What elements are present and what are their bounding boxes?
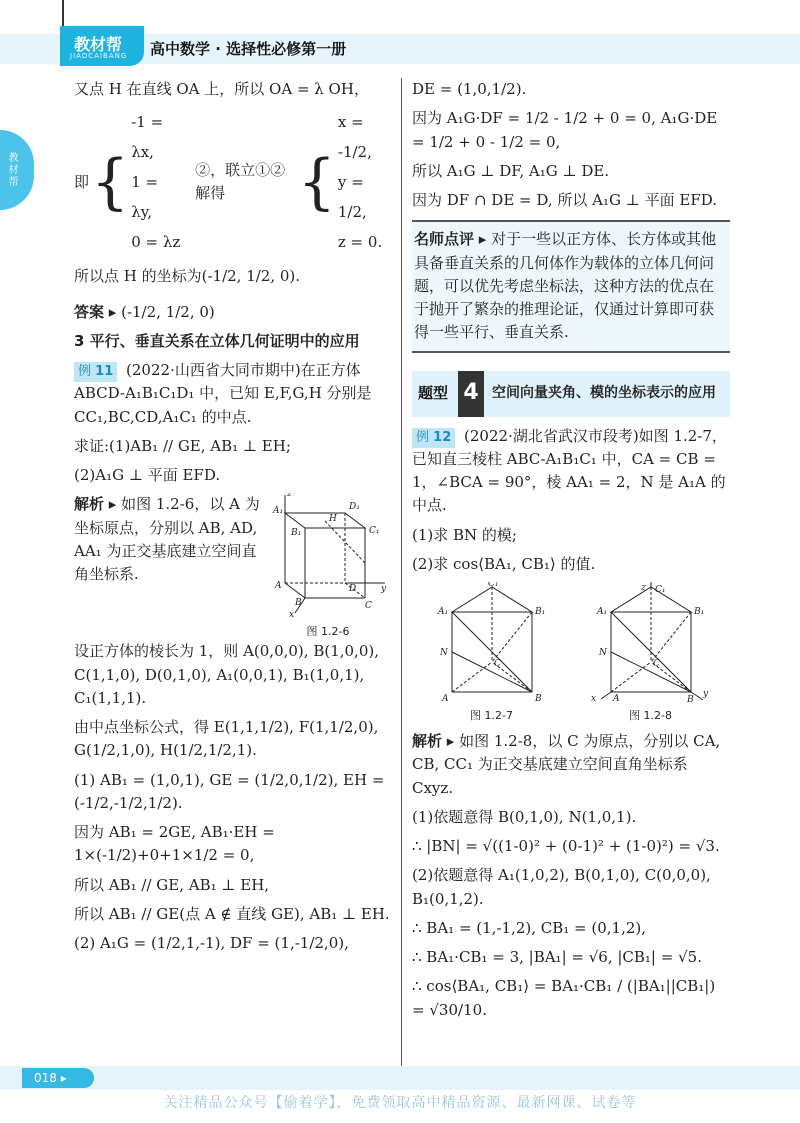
comment-label: 名师点评: [414, 230, 475, 249]
svg-text:z: z: [640, 583, 646, 593]
page-number-text: 018: [34, 1071, 57, 1085]
book-title: 高中数学 · 选择性必修第一册: [150, 40, 347, 58]
prism-axes-diagram: [591, 582, 711, 702]
mid-text: ②，联立①②解得: [195, 161, 286, 203]
example-tag-label: 例: [78, 364, 92, 379]
solution-text: 设正方体的棱长为 1，则 A(0,0,0), B(1,0,0), C(1,1,0), D(0,1,0), A₁(0,0,1), B₁(1,0,1), C₁(1,1,1).: [74, 642, 379, 707]
svg-text:C₁: C₁: [487, 582, 498, 589]
svg-text:x: x: [590, 694, 596, 702]
svg-text:z: z: [287, 493, 292, 500]
example-tag: [74, 362, 117, 382]
prove-2: (2)A₁G ⊥ 平面 EFD.: [74, 466, 221, 484]
solution-text: 由中点坐标公式，得 E(1,1,1/2), F(1,1/2,0), G(1/2,1,0), H(1/2,1/2,1).: [74, 718, 379, 760]
side-tab-label: 教材帮: [6, 152, 17, 188]
brace: {: [297, 147, 336, 218]
topic-title: 空间向量夹角、模的坐标表示的应用: [492, 385, 717, 402]
svg-text:B: B: [295, 598, 302, 609]
logo-subtext: JIAOCAIBANG: [70, 52, 128, 60]
figure-1-2-8: [591, 582, 711, 724]
sol-z: z = 0.: [337, 233, 383, 252]
eq3: 0 = λz: [131, 233, 181, 252]
svg-text:x: x: [289, 610, 295, 619]
solution-text: 因为 DF ∩ DE = D, 所以 A₁G ⊥ 平面 EFD.: [412, 191, 718, 209]
solution-text: (2) A₁G = (1/2,1,-1), DF = (1,-1/2,0),: [74, 934, 349, 953]
system-lines: [131, 107, 181, 257]
example-number: 12: [433, 429, 452, 445]
logo-text: 教材帮: [74, 35, 123, 54]
sol-x: x = -1/2,: [337, 113, 372, 162]
svg-text:A₁: A₁: [437, 607, 448, 617]
svg-text:A₁: A₁: [273, 506, 284, 517]
solution-text: 如图 1.2-6，以 A 为坐标原点，分别以 AB, AD, AA₁ 为正交基底建立空间直角坐标系.: [74, 495, 260, 583]
figure-caption: 图 1.2-8: [629, 709, 672, 723]
svg-text:C: C: [652, 659, 660, 669]
brand-logo: [60, 26, 144, 66]
example-12: [412, 425, 730, 518]
section-title: 3 平行、垂直关系在立体几何证明中的应用: [74, 331, 360, 350]
solution-with-figure: [74, 493, 392, 640]
example-11: [74, 359, 392, 429]
solution-text: 所以 A₁G ⊥ DF, A₁G ⊥ DE.: [412, 161, 610, 180]
solution-text: (2)依题意得 A₁(1,0,2), B(0,1,0), C(0,0,0), B₁(0,1,2).: [412, 866, 711, 908]
svg-text:B₁: B₁: [534, 607, 545, 617]
svg-text:B: B: [686, 695, 694, 702]
column-divider: [401, 78, 402, 1068]
page-number: 018 ▸: [22, 1068, 94, 1088]
solution-intro: 解析 ▸ 如图 1.2-6，以 A 为坐标原点，分别以 AB, AD, AA₁ 为正交基底建立空间直角坐标系.: [74, 495, 260, 583]
eq1: -1 = λx,: [131, 113, 164, 162]
side-tab: [0, 130, 34, 210]
svg-text:D: D: [349, 584, 357, 595]
solution-text: (1) AB₁ = (1,0,1), GE = (1/2,0,1/2), EH = (-1/2,-1/2,1/2).: [74, 770, 385, 812]
svg-text:N: N: [439, 648, 448, 658]
left-column: [74, 78, 392, 961]
comment-text: 对于一些以正方体、长方体或其他具备垂直关系的几何体作为载体的立体几何问题，可以优先考虑坐标法，这种方法的优点在于抛开了繁杂的推理论证，仅通过计算即可获得一些平行、垂直关系.: [414, 230, 717, 342]
answer-label: 答案: [74, 302, 105, 321]
answer-line: 答案 ▸ (-1/2, 1/2, 0): [74, 302, 215, 321]
prove-1: 求证:(1)AB₁ // GE, AB₁ ⊥ EH;: [74, 436, 291, 455]
svg-text:A: A: [612, 694, 619, 702]
svg-text:B: B: [534, 694, 542, 702]
example-tag: [412, 428, 455, 448]
svg-text:C₁: C₁: [369, 526, 380, 537]
svg-text:C₁: C₁: [654, 585, 665, 595]
solution-label: 解析: [74, 495, 105, 514]
example-text: (2022·山西省大同市期中)在正方体 ABCD-A₁B₁C₁D₁ 中，已知 E,F,G,H 分别是 CC₁,BC,CD,A₁C₁ 的中点.: [74, 361, 372, 426]
svg-text:y: y: [381, 584, 387, 595]
svg-text:B₁: B₁: [291, 528, 302, 539]
solution-text: DE = (1,0,1/2).: [412, 80, 527, 98]
solution-text: 因为 A₁G·DF = 1/2 - 1/2 + 0 = 0, A₁G·DE = 1/2 + 0 - 1/2 = 0,: [412, 109, 718, 151]
example-number: 11: [95, 364, 114, 379]
solution-text: 如图 1.2-8，以 C 为原点，分别以 CA, CB, CC₁ 为正交基底建立空间直角坐标系 Cxyz.: [412, 732, 721, 797]
solution-text: 所以 AB₁ // GE(点 A ∉ 直线 GE), AB₁ ⊥ EH.: [74, 904, 390, 923]
question-2: (2)求 cos⟨BA₁, CB₁⟩ 的值.: [412, 554, 596, 573]
right-column: [412, 78, 730, 1028]
svg-text:y: y: [702, 689, 708, 699]
sol-y: y = 1/2,: [337, 173, 367, 222]
example-tag-label: 例: [416, 429, 430, 445]
solution-text: 因为 AB₁ = 2GE, AB₁·EH = 1×(-1/2)+0+1×1/2 = 0,: [74, 823, 275, 865]
prism-diagram: [432, 582, 552, 702]
svg-text:H: H: [329, 514, 337, 525]
svg-text:C: C: [493, 659, 501, 669]
solution-text: ∴ |BN| = √((1-0)² + (0-1)² + (1-0)²) = √3.: [412, 837, 720, 856]
svg-text:N: N: [598, 648, 607, 658]
eq2: 1 = λy,: [131, 173, 159, 222]
solution-text: ∴ BA₁ = (1,-1,2), CB₁ = (0,1,2),: [412, 918, 647, 937]
footer-note: 关注精品公众号【偷着学】，免费领取高中精品资源、最新网课、试卷等: [163, 1095, 637, 1111]
cube-diagram: [265, 493, 391, 618]
solution-intro: 解析 ▸ 如图 1.2-8，以 C 为原点，分别以 CA, CB, CC₁ 为正交基底建立空间直角坐标系 Cxyz.: [412, 732, 721, 797]
answer-value: (-1/2, 1/2, 0): [121, 302, 215, 321]
text-line: 又点 H 在直线 OA 上，所以 OA = λ OH，: [74, 80, 369, 98]
solution-lines: [338, 107, 392, 257]
solution-text: ∴ BA₁·CB₁ = 3, |BA₁| = √6, |CB₁| = √5.: [412, 948, 702, 967]
svg-text:C: C: [365, 601, 372, 612]
prefix: 即: [74, 172, 90, 191]
brace: {: [91, 147, 130, 218]
topic-label: 题型: [418, 383, 449, 402]
figure-1-2-7: [432, 582, 552, 724]
equation-system: [74, 107, 392, 257]
footer-band: [0, 1066, 800, 1090]
teacher-comment: 名师点评 ▸ 对于一些以正方体、长方体或其他具备垂直关系的几何体作为载体的立体几何问题，可以优先考虑坐标法，这种方法的优点在于抛开了繁杂的推理论证，仅通过计算即可获得一些平行、垂直关系.: [412, 220, 730, 352]
solution-label: 解析: [412, 732, 443, 751]
figure-1-2-6: [264, 493, 392, 640]
example-text: (2022·湖北省武汉市段考)如图 1.2-7，已知直三棱柱 ABC-A₁B₁C₁ 中，CA = CB = 1，∠BCA = 90°，棱 AA₁ = 2，N 是 A₁A 的中点.: [412, 426, 727, 515]
svg-text:D₁: D₁: [349, 502, 360, 513]
svg-text:A: A: [441, 694, 448, 702]
solution-text: (1)依题意得 B(0,1,0), N(1,0,1).: [412, 807, 637, 826]
svg-text:A₁: A₁: [596, 607, 607, 617]
figure-caption: 图 1.2-7: [470, 709, 513, 723]
question-1: (1)求 BN 的模;: [412, 525, 517, 544]
solution-text: ∴ cos⟨BA₁, CB₁⟩ = BA₁·CB₁ / (|BA₁||CB₁|) = √30/10.: [412, 977, 716, 1019]
topic-number: 4: [458, 371, 484, 417]
svg-text:A: A: [275, 581, 282, 592]
topic-header: [412, 371, 730, 417]
figure-caption: 图 1.2-6: [306, 625, 350, 639]
solution-text: 所以 AB₁ // GE, AB₁ ⊥ EH,: [74, 875, 270, 894]
text-line: 所以点 H 的坐标为(-1/2, 1/2, 0).: [74, 267, 301, 286]
figure-row: [412, 582, 730, 724]
svg-text:B₁: B₁: [693, 607, 704, 617]
